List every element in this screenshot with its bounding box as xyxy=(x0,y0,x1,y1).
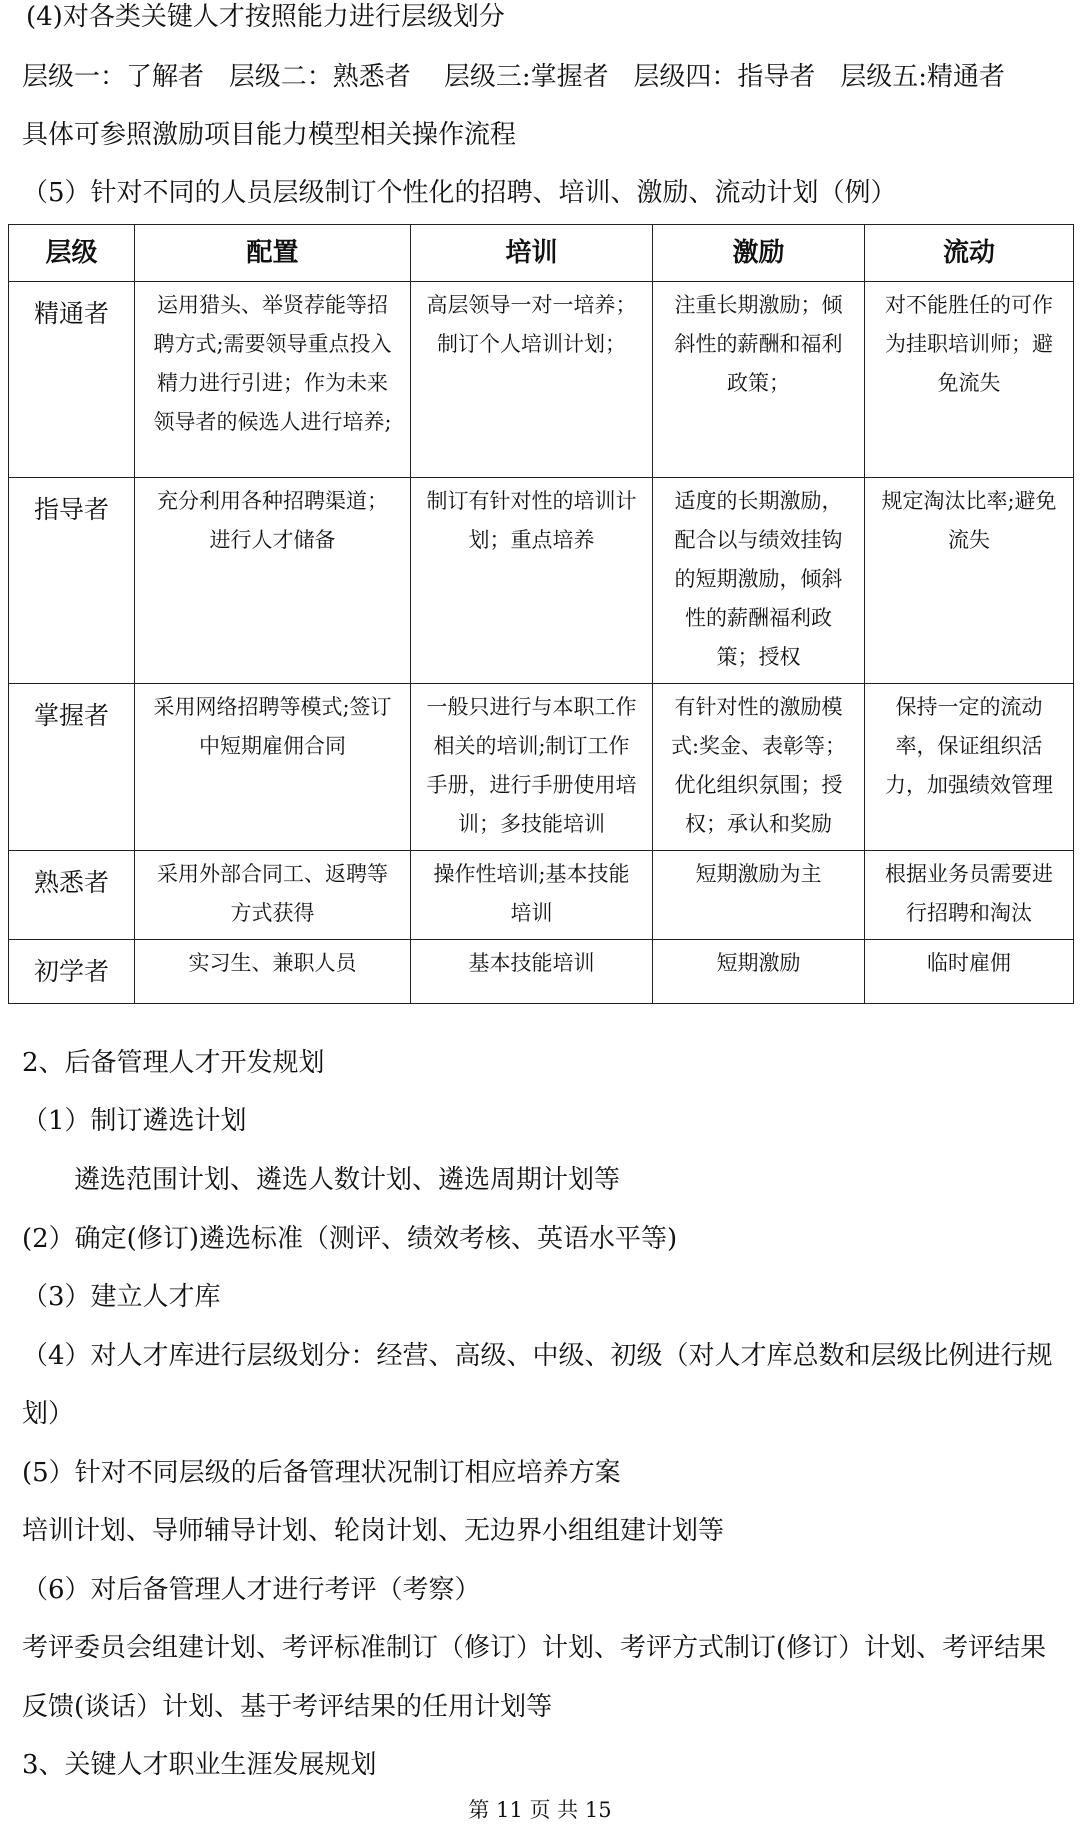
header-incentive: 激励 xyxy=(653,225,865,282)
section-2-item-2: (2）确定(修订)遴选标准（测评、绩效考核、英语水平等) xyxy=(22,1224,678,1254)
mobility-cell: 保持一定的流动率，保证组织活力，加强绩效管理 xyxy=(865,684,1074,851)
training-cell: 一般只进行与本职工作相关的培训;制订工作手册，进行手册使用培训；多技能培训 xyxy=(411,684,653,851)
level-cell: 精通者 xyxy=(9,282,135,478)
incentive-cell: 注重长期激励；倾斜性的薪酬和福利政策； xyxy=(653,282,865,478)
mobility-cell: 规定淘汰比率;避免流失 xyxy=(865,478,1074,684)
training-cell: 基本技能培训 xyxy=(411,940,653,1004)
incentive-cell: 有针对性的激励模式:奖金、表彰等；优化组织氛围；授权；承认和奖励 xyxy=(653,684,865,851)
levels-line: 层级一：了解者 层级二：熟悉者 层级三:掌握者 层级四：指导者 层级五:精通者 xyxy=(22,62,1005,92)
section-2-item-6-detail: 考评委员会组建计划、考评标准制订（修订）计划、考评方式制订(修订）计划、考评结果 xyxy=(22,1633,1047,1663)
section-2-item-6-detail-cont: 反馈(谈话）计划、基于考评结果的任用计划等 xyxy=(22,1692,553,1722)
paragraph-4-heading: (4)对各类关键人才按照能力进行层级划分 xyxy=(26,2,505,32)
reference-line: 具体可参照激励项目能力模型相关操作流程 xyxy=(22,120,517,150)
incentive-cell: 短期激励为主 xyxy=(653,851,865,940)
config-cell: 充分利用各种招聘渠道；进行人才储备 xyxy=(135,478,411,684)
table-header-row xyxy=(9,225,1074,282)
config-cell: 运用猎头、举贤荐能等招聘方式;需要领导重点投入精力进行引进；作为未来领导者的候选人进行培养; xyxy=(135,282,411,478)
training-cell: 操作性培训;基本技能培训 xyxy=(411,851,653,940)
mobility-cell: 根据业务员需要进行招聘和淘汰 xyxy=(865,851,1074,940)
header-config: 配置 xyxy=(135,225,411,282)
paragraph-5-heading: （5）针对不同的人员层级制订个性化的招聘、培训、激励、流动计划（例） xyxy=(22,178,897,208)
section-2-item-3: （3）建立人才库 xyxy=(22,1282,221,1312)
section-2-item-5-detail: 培训计划、导师辅导计划、轮岗计划、无边界小组组建计划等 xyxy=(22,1516,725,1546)
section-2-item-6: （6）对后备管理人才进行考评（考察） xyxy=(22,1575,481,1605)
section-2-title: 2、后备管理人才开发规划 xyxy=(22,1048,325,1078)
header-training: 培训 xyxy=(411,225,653,282)
section-2-item-1-detail: 遴选范围计划、遴选人数计划、遴选周期计划等 xyxy=(74,1165,621,1195)
table-row xyxy=(9,282,1074,478)
section-2-item-4-cont: 划） xyxy=(22,1399,75,1429)
section-3-title: 3、关键人才职业生涯发展规划 xyxy=(22,1750,377,1780)
level-cell: 初学者 xyxy=(9,940,135,1004)
training-cell: 制订有针对性的培训计划；重点培养 xyxy=(411,478,653,684)
table-row xyxy=(9,851,1074,940)
level-cell: 指导者 xyxy=(9,478,135,684)
header-level: 层级 xyxy=(9,225,135,282)
incentive-cell: 适度的长期激励，配合以与绩效挂钩的短期激励，倾斜性的薪酬福利政策；授权 xyxy=(653,478,865,684)
config-cell: 采用网络招聘等模式;签订中短期雇佣合同 xyxy=(135,684,411,851)
config-cell: 实习生、兼职人员 xyxy=(135,940,411,1004)
section-2-item-5: (5）针对不同层级的后备管理状况制订相应培养方案 xyxy=(22,1458,621,1488)
table-row xyxy=(9,684,1074,851)
table-row xyxy=(9,940,1074,1004)
mobility-cell: 对不能胜任的可作为挂职培训师；避免流失 xyxy=(865,282,1074,478)
header-mobility: 流动 xyxy=(865,225,1074,282)
talent-plan-table xyxy=(8,224,1074,1004)
section-2-item-4: （4）对人才库进行层级划分：经营、高级、中级、初级（对人才库总数和层级比例进行规 xyxy=(22,1341,1053,1371)
section-2-item-1: （1）制订遴选计划 xyxy=(22,1106,247,1136)
table-row xyxy=(9,478,1074,684)
level-cell: 熟悉者 xyxy=(9,851,135,940)
page-number-footer: 第 11 页 共 15 xyxy=(468,1798,612,1822)
level-cell: 掌握者 xyxy=(9,684,135,851)
mobility-cell: 临时雇佣 xyxy=(865,940,1074,1004)
config-cell: 采用外部合同工、返聘等方式获得 xyxy=(135,851,411,940)
training-cell: 高层领导一对一培养；制订个人培训计划； xyxy=(411,282,653,478)
incentive-cell: 短期激励 xyxy=(653,940,865,1004)
